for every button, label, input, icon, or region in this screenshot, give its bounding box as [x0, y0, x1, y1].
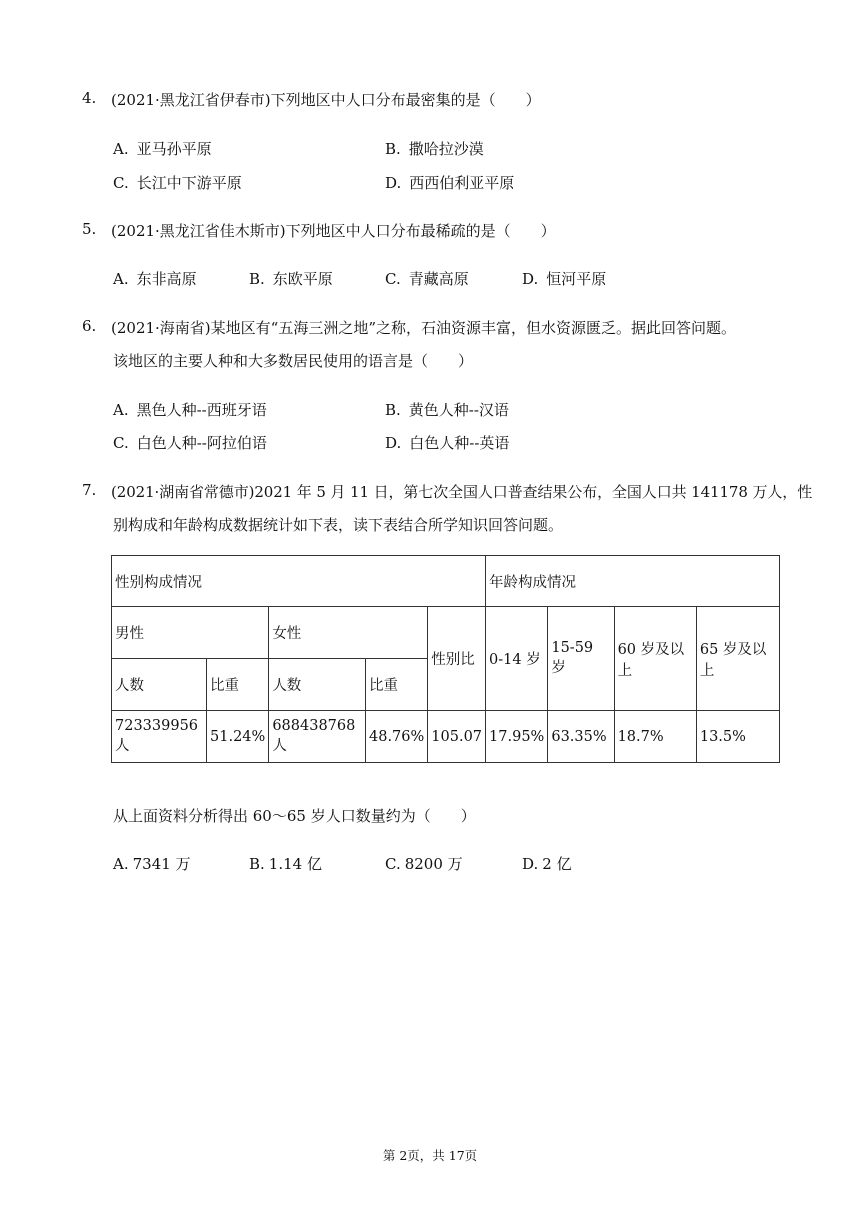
option-b[interactable]: B. 撒哈拉沙漠: [385, 140, 484, 158]
question-stem: (2021·黑龙江省佳木斯市)下列地区中人口分布最稀疏的是（ ）: [111, 222, 556, 240]
table-row: [112, 711, 780, 763]
page-footer: 第 2页，共 17页: [382, 1148, 478, 1163]
table-header-sex-ratio: 性别比: [428, 607, 486, 711]
table-cell-age-0-14: 17.95%: [486, 711, 548, 763]
table-cell-age-65-plus: 13.5%: [696, 711, 779, 763]
table-header-age-15-59: 15-59 岁: [548, 607, 614, 711]
table-header-female: 女性: [269, 607, 428, 659]
table-cell-age-15-59: 63.35%: [548, 711, 614, 763]
option-d[interactable]: D. 2 亿: [522, 855, 572, 873]
table-header-age-0-14: 0-14 岁: [486, 607, 548, 711]
table-header-sex: 性别构成情况: [112, 556, 486, 607]
option-d[interactable]: D. 恒河平原: [522, 270, 607, 288]
table-header-age-60-plus: 60 岁及以上: [614, 607, 696, 711]
option-a[interactable]: A. 7341 万: [113, 855, 191, 873]
question-stem-line-1: (2021·湖南省常德市)2021 年 5 月 11 日，第七次全国人口普查结果公布，全国人口共 141178 万人，性: [111, 483, 813, 501]
question-stem-line-2: 别构成和年龄构成数据统计如下表，读下表结合所学知识回答问题。: [113, 516, 564, 534]
table-header-male-count: 人数: [112, 659, 207, 711]
table-cell-female-count: 688438768 人: [269, 711, 366, 763]
table-cell-male-count: 723339956 人: [112, 711, 207, 763]
question-number: 5.: [82, 220, 97, 238]
question-number: 7.: [82, 481, 97, 499]
table-cell-age-60-plus: 18.7%: [614, 711, 696, 763]
question-number: 4.: [82, 89, 97, 107]
table-header-age: 年龄构成情况: [486, 556, 780, 607]
option-c[interactable]: C. 长江中下游平原: [113, 174, 242, 192]
census-table: [111, 555, 780, 763]
option-b[interactable]: B. 东欧平原: [249, 270, 333, 288]
option-a[interactable]: A. 亚马孙平原: [113, 140, 212, 158]
option-a[interactable]: A. 黑色人种--西班牙语: [113, 401, 267, 419]
table-cell-female-share: 48.76%: [366, 711, 428, 763]
table-header-female-count: 人数: [269, 659, 366, 711]
table-header-age-65-plus: 65 岁及以上: [696, 607, 779, 711]
table-header-male: 男性: [112, 607, 269, 659]
question-stem: (2021·黑龙江省伊春市)下列地区中人口分布最密集的是（ ）: [111, 91, 541, 109]
option-b[interactable]: B. 1.14 亿: [249, 855, 322, 873]
sub-question: 从上面资料分析得出 60～65 岁人口数量约为（ ）: [113, 807, 476, 825]
option-c[interactable]: C. 青藏高原: [385, 270, 469, 288]
option-c[interactable]: C. 白色人种--阿拉伯语: [113, 434, 267, 452]
table-header-male-share: 比重: [207, 659, 269, 711]
option-b[interactable]: B. 黄色人种--汉语: [385, 401, 509, 419]
option-a[interactable]: A. 东非高原: [113, 270, 197, 288]
option-c[interactable]: C. 8200 万: [385, 855, 463, 873]
question-stem-line-1: (2021·海南省)某地区有“五海三洲之地”之称，石油资源丰富，但水资源匮乏。据此回答问题。: [111, 319, 736, 337]
question-number: 6.: [82, 317, 97, 335]
table-header-female-share: 比重: [366, 659, 428, 711]
option-d[interactable]: D. 西西伯利亚平原: [385, 174, 515, 192]
table-cell-sex-ratio: 105.07: [428, 711, 486, 763]
table-cell-male-share: 51.24%: [207, 711, 269, 763]
question-stem-line-2: 该地区的主要人种和大多数居民使用的语言是（ ）: [113, 352, 474, 370]
option-d[interactable]: D. 白色人种--英语: [385, 434, 510, 452]
